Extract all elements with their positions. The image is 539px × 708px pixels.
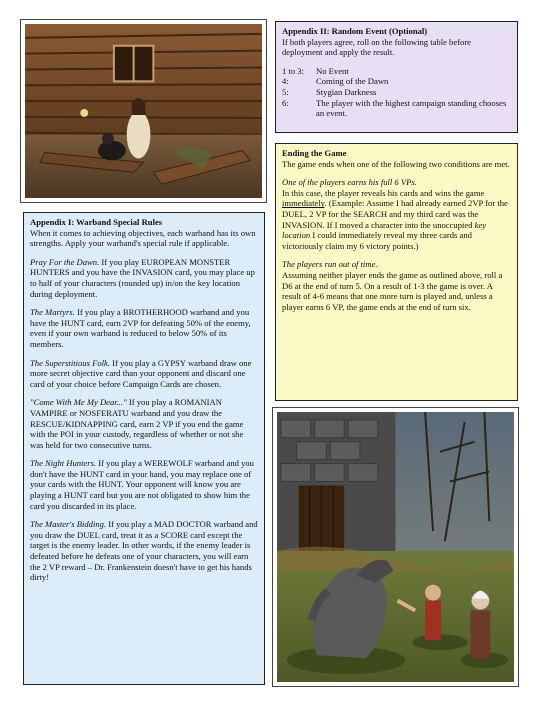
rule-name: The Night Hunters. <box>30 458 97 469</box>
appendix-i-box <box>23 212 265 685</box>
appendix-ii-box <box>275 21 518 133</box>
event-result: No Event <box>316 65 349 76</box>
cabin-scene-photo <box>20 19 267 203</box>
rule-name: The Martyrs. <box>30 307 75 318</box>
werewolf-scene-photo <box>272 407 519 687</box>
appendix-i-intro: When it comes to achieving objectives, each warband has its own strengths. Apply your warband's special rule if applicable. <box>30 227 256 249</box>
condition-2-text: Assuming neither player ends the game as outlined above, roll a D6 at the end of turn 5. On a result of 1-3 the game is over. A result of 4-6 means that one more turn is played and, unless a player earns 6 VP, the game ends at the end of turn six. <box>282 269 503 312</box>
rule-name: The Superstitious Folk. <box>30 357 110 368</box>
rule-name: The Master's Bidding. <box>30 519 107 530</box>
rule-text: If you play a GYPSY warband draw one more secret objective card than your opponent and discard one card of your choice before Campaign Cards are chosen. <box>30 357 252 389</box>
ending-intro: The game ends when one of the following two conditions are met. <box>282 158 510 169</box>
event-result: Coming of the Dawn <box>316 76 389 87</box>
rule-text: If you play a MAD DOCTOR warband and you draw the DUEL card, treat it as a SCORE card except the target is the enemy leader. In other words, if the enemy leader is defeated before he defeats one of your characters, you will earn the 2 VP reward – Dr. Frankenstein doesn't have to get his hands dirty! <box>30 519 258 583</box>
rule-superstitious-folk <box>30 358 258 390</box>
rule-masters-bidding <box>30 519 258 583</box>
rule-text: If you play a BROTHERHOOD warband and you have the HUNT card, earn 2VP for defeating 50% of the enemy, even if your own warband is reduced to below 50% of its members. <box>30 307 251 349</box>
rule-text: If you play EUROPEAN MONSTER HUNTERS and you have the INVASION card, you may place up to half of your characters (rounded up) in/on the key location during deployment. <box>30 256 255 299</box>
condition-1-text-a: In this case, the player reveals his cards and wins the game <box>282 187 485 198</box>
rule-pray-for-the-dawn <box>30 257 258 299</box>
event-result: The player with the highest campaign standing chooses an event. <box>316 97 507 119</box>
rule-the-martyrs <box>30 307 258 349</box>
rule-text: If you play a WEREWOLF warband and you don't have the HUNT card in your hand, you may replace one of your cards with the HUNT. Your opponent will know you are playing a HUNT card but you are not obligated to show him the card you discarded in its place. <box>30 458 254 511</box>
condition-1-title: One of the players earns his full 6 VPs. <box>282 177 417 188</box>
condition-1-text-b: . (Example: Assume I had already earned 2VP for the DUEL, 2 VP for the SEARCH and my third card was the INVASION. If I moved a character into the unoccupied <box>282 198 508 230</box>
condition-1-key-location: key location <box>282 219 487 241</box>
ending-title: Ending the Game <box>282 148 347 158</box>
rule-text: If you play a ROMANIAN VAMPIRE or NOSFERATU warband and you draw the RESCUE/KIDNAPPING card, earn 2 VP if you end the game with the POI in your custody, regardless of whether or not she was held for two consecutive turns. <box>30 397 244 450</box>
rule-name: Pray For the Dawn. <box>30 256 100 267</box>
rule-night-hunters <box>30 458 258 511</box>
condition-full-vps <box>282 177 511 251</box>
rule-come-with-me <box>30 397 258 450</box>
random-event-table <box>282 66 511 119</box>
condition-out-of-time <box>282 259 511 312</box>
event-roll: 1 to 3: <box>282 65 304 76</box>
condition-2-title: The players run out of time. <box>282 259 378 270</box>
appendix-ii-title: Appendix II: Random Event (Optional) <box>282 26 428 36</box>
condition-1-underline: immediately <box>282 198 325 209</box>
event-roll: 6: <box>282 97 289 108</box>
rule-name: "Come With Me My Dear..." <box>30 397 127 408</box>
event-result: Stygian Darkness <box>316 86 377 97</box>
event-roll: 5: <box>282 86 289 97</box>
ending-the-game-box <box>275 143 518 401</box>
event-roll: 4: <box>282 76 289 87</box>
appendix-ii-intro: If both players agree, roll on the following table before deployment and apply the result. <box>282 36 471 58</box>
condition-1-text-c: I could immediately reveal my three cards and victoriously claim my 6 victory points.) <box>282 230 472 251</box>
appendix-i-title: Appendix I: Warband Special Rules <box>30 217 163 227</box>
